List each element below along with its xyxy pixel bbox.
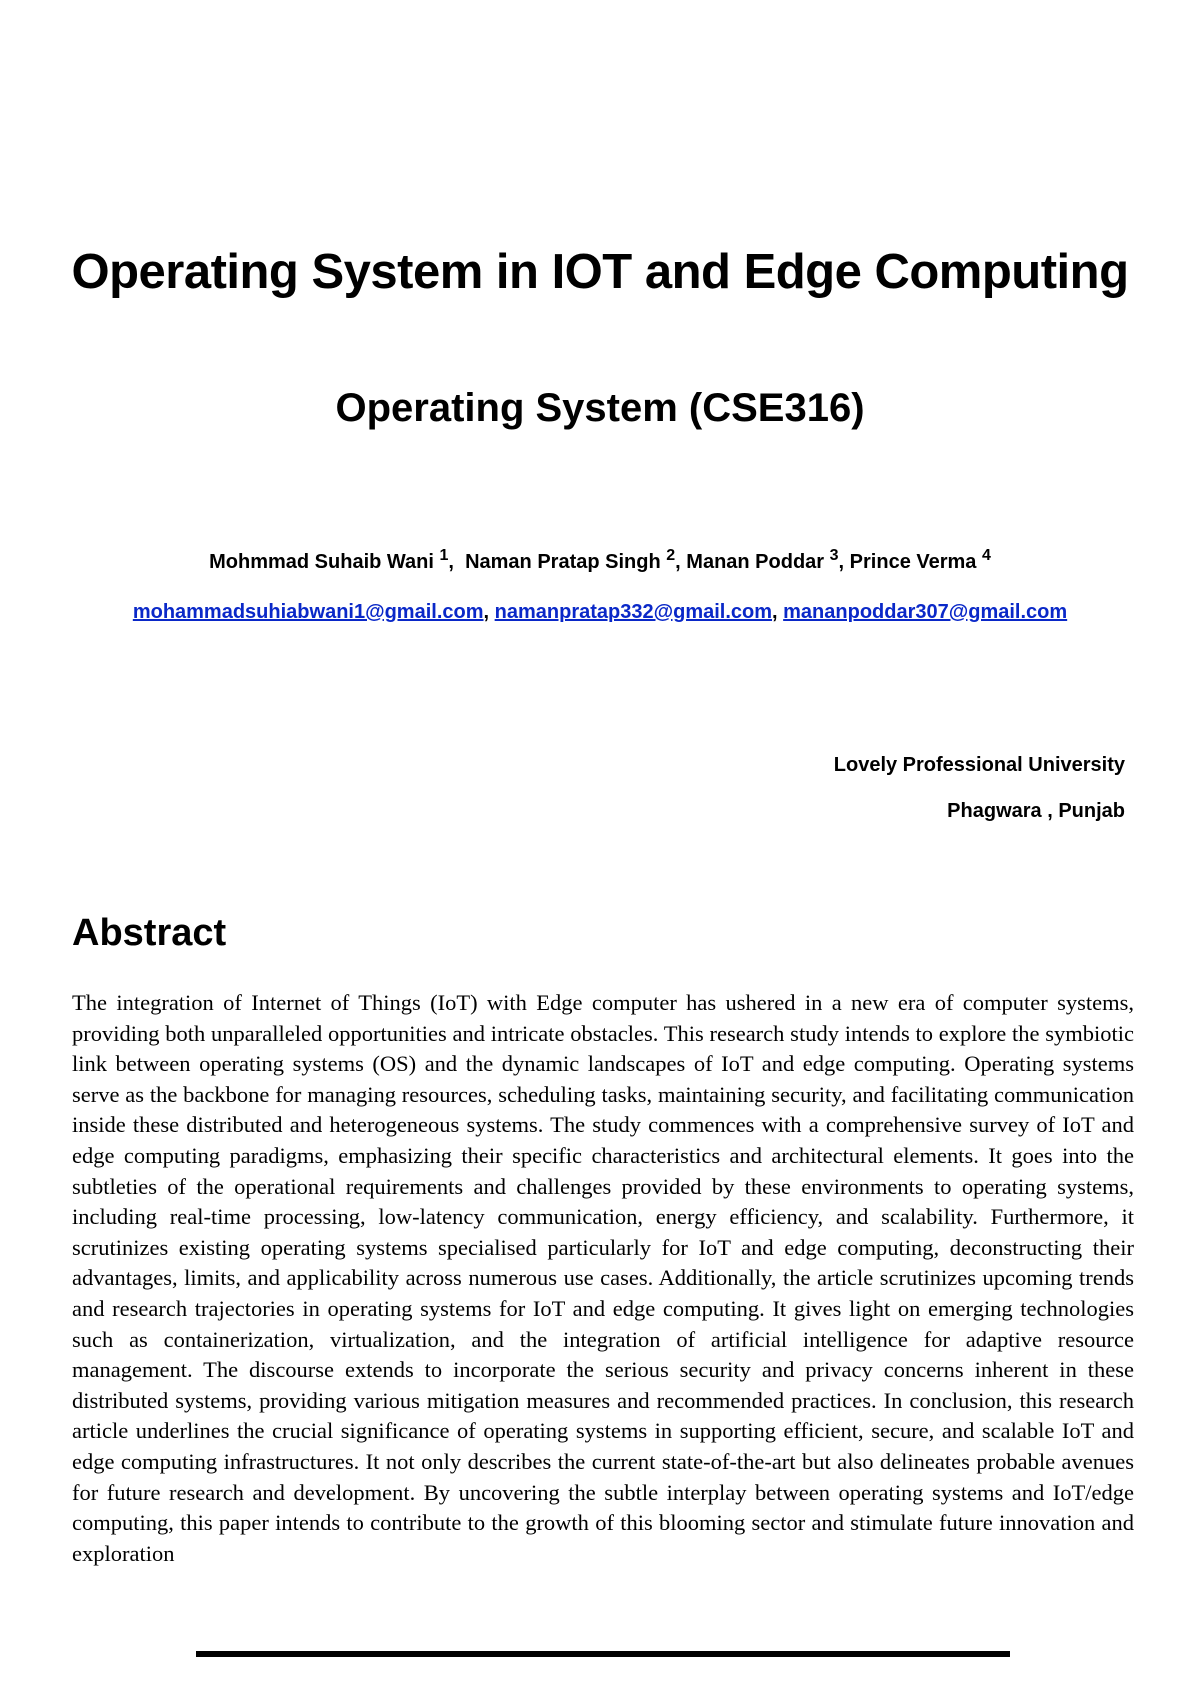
abstract-text: The integration of Internet of Things (IoT) with Edge computer has ushered in a new era of computer systems, providing both unparalleled opportunities and intricate obstacles. This research study intends to explore the symbiotic link between operating systems (OS) and the dynamic landscapes of IoT and edge computing. Operating systems serve as the backbone for managing resources, scheduling tasks, maintaining security, and facilitating communication inside these distributed and heterogeneous systems. The study commences with a comprehensive survey of IoT and edge computing paradigms, emphasizing their specific characteristics and architectural elements. It goes into the subtleties of the operational requirements and challenges provided by these environments to operating systems, including real-time processing, low-latency communication, energy efficiency, and scalability. Furthermore, it scrutinizes existing operating systems specialised particularly for IoT and edge computing, deconstructing their advantages, limits, and applicability across numerous use cases. Additionally, the article scrutinizes upcoming trends and research trajectories in operating systems for IoT and edge computing. It gives light on emerging technologies such as containerization, virtualization, and the integration of artificial intelligence for adaptive resource management. The discourse extends to incorporate the serious security and privacy concerns inherent in these distributed systems, providing various mitigation measures and recommended practices. In conclusion, this research article underlines the crucial significance of operating systems in supporting efficient, secure, and scalable IoT and edge computing infrastructures. It not only describes the current state-of-the-art but also delineates probable avenues for future research and development. By uncovering the subtle interplay between operating systems and IoT/edge computing, this paper intends to contribute to the growth of this blooming sector and stimulate future innovation and exploration (72, 990, 1134, 1566)
author-list: Mohmmad Suhaib Wani $^1$, Naman Pratap Singh $^2$, Manan Poddar $^3$, Prince Verma $^4$ (209, 547, 991, 573)
email-link[interactable]: namanpratap332@gmail.com (494, 601, 773, 623)
author-index: 3 (829, 547, 839, 564)
author-name: Manan Poddar (686, 551, 825, 573)
course-subtitle: Operating System (CSE316) (335, 386, 865, 430)
author-name: Prince Verma (849, 551, 977, 573)
email-link[interactable]: mananpoddar307@gmail.com (783, 601, 1068, 623)
author-index: 4 (981, 547, 991, 564)
paper-title: Operating System in IOT and Edge Computing (71, 245, 1129, 299)
author-name: Naman Pratap Singh (465, 551, 661, 573)
affiliation-university: Lovely Professional University (833, 754, 1125, 776)
author-index: 2 (666, 547, 676, 564)
author-emails: mohammadsuhiabwani1@gmail.com, namanpratap332@gmail.com, mananpoddar307@gmail.com (132, 601, 1068, 623)
author-index: 1 (439, 547, 449, 564)
abstract-heading: Abstract (72, 912, 227, 954)
author-name: Mohmmad Suhaib Wani (209, 551, 434, 573)
email-link[interactable]: mohammadsuhiabwani1@gmail.com (132, 601, 484, 623)
affiliation-location: Phagwara , Punjab (947, 800, 1125, 822)
horizontal-rule (196, 1651, 1010, 1657)
